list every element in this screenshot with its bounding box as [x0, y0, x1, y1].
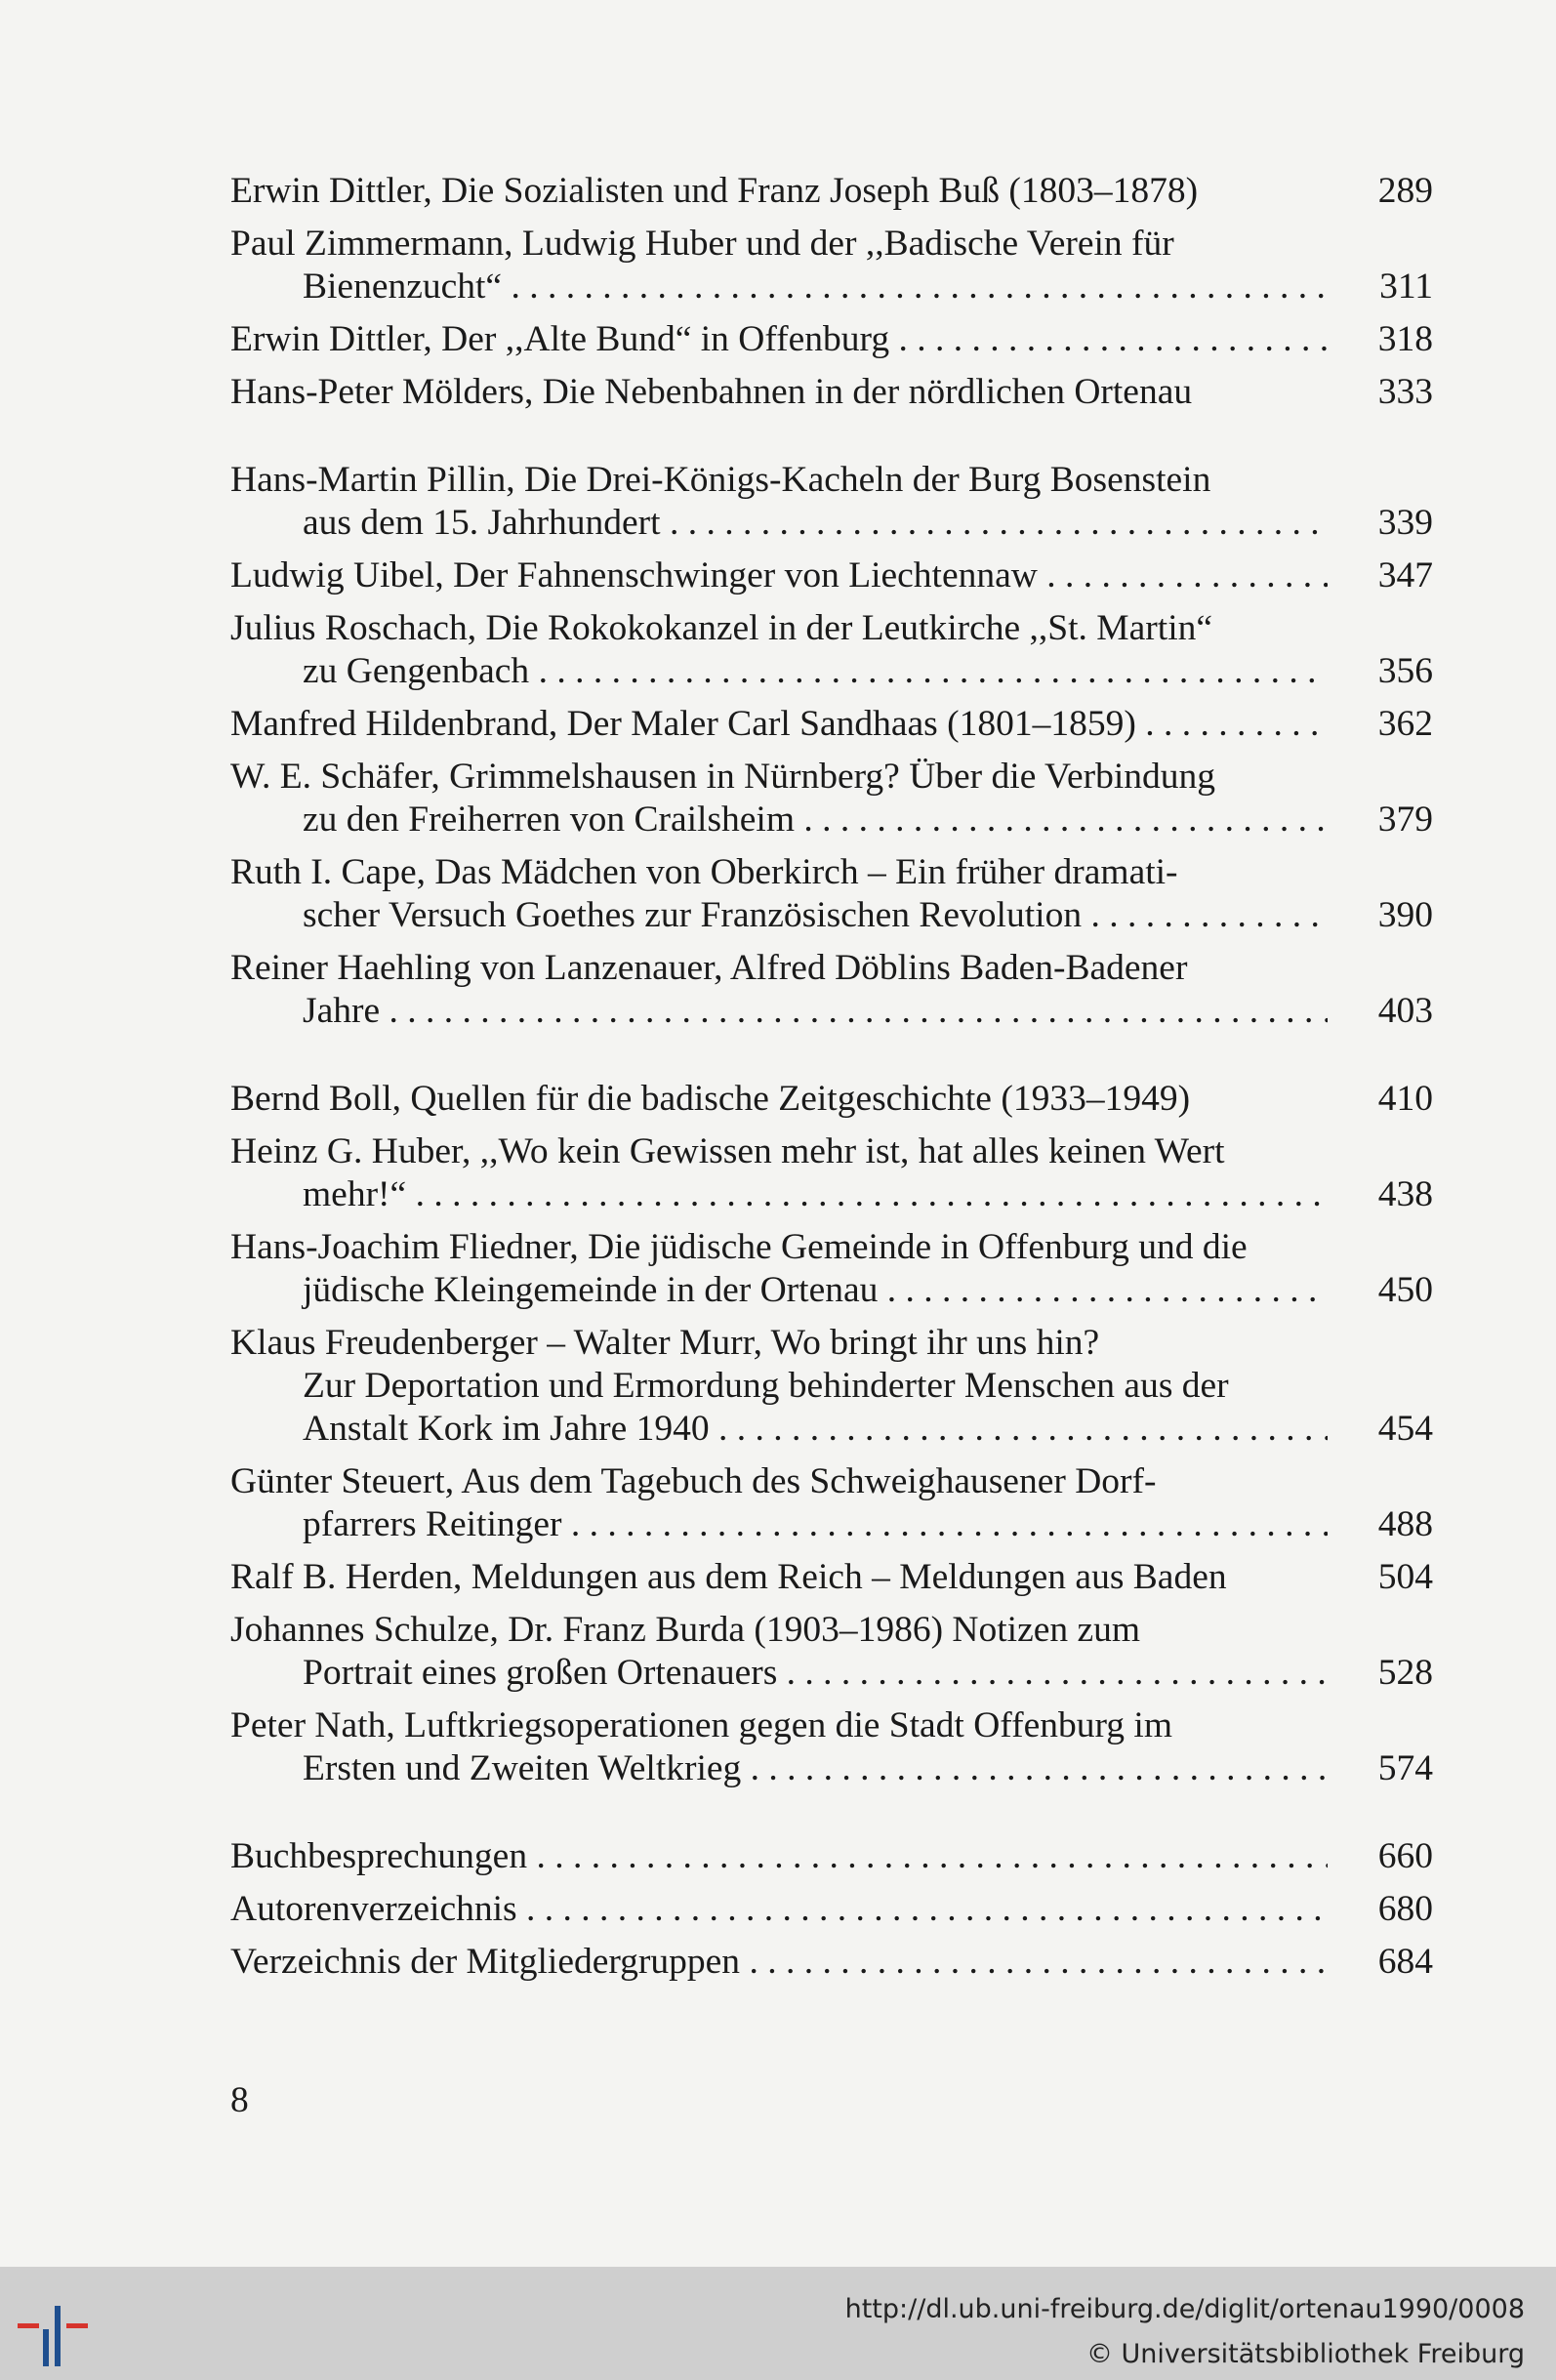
- toc-entry: [230, 607, 1433, 693]
- toc-spacer: [230, 841, 1433, 851]
- source-url[interactable]: http://dl.ub.uni-freiburg.de/diglit/ortenau1990/0008: [844, 2294, 1525, 2324]
- toc-entry: [230, 1130, 1433, 1216]
- toc-entry-title: [230, 1322, 1328, 1451]
- toc-entry-title: [230, 554, 1328, 597]
- toc-entry-page: 379: [1377, 800, 1433, 840]
- toc-entry-page: 403: [1377, 991, 1433, 1031]
- toc-entry: [230, 1078, 1433, 1121]
- toc-entry-title: [230, 1226, 1328, 1312]
- toc-entry-page: 574: [1377, 1748, 1433, 1788]
- toc-entry: [230, 554, 1433, 597]
- toc-entry: [230, 170, 1433, 213]
- toc-entry-line: mehr!“ . . .: [230, 1173, 1328, 1216]
- copyright-notice: © Universitätsbibliothek Freiburg: [1085, 2339, 1525, 2369]
- toc-entry-page: 454: [1377, 1409, 1433, 1449]
- toc-entry: [230, 703, 1433, 746]
- toc-entry-line: Ralf B. Herden, Meldungen aus dem Reich – Meldungen aus Baden: [230, 1557, 1227, 1597]
- toc-entry-line: aus dem 15. Jahrhundert . . .: [230, 502, 1328, 545]
- toc-entry-page: 504: [1377, 1557, 1433, 1597]
- toc-entry-line: Ludwig Uibel, Der Fahnenschwinger von Liechtennaw . . .: [230, 554, 1328, 597]
- toc-entry-page: 347: [1377, 555, 1433, 595]
- toc-entry-title: [230, 223, 1328, 308]
- toc-entry-page: 333: [1377, 372, 1433, 412]
- toc-entry-title: [230, 371, 1328, 414]
- toc-entry-title: [230, 756, 1328, 841]
- toc-entry: [230, 1835, 1433, 1878]
- toc-entry-title: [230, 1130, 1328, 1216]
- toc-entry-page: 318: [1377, 319, 1433, 359]
- toc-spacer: [230, 597, 1433, 607]
- toc-spacer: [230, 1451, 1433, 1460]
- toc-entry-line: Buchbesprechungen . . .: [230, 1835, 1328, 1878]
- toc-entry-page: 450: [1377, 1270, 1433, 1310]
- toc-entry-title: [230, 1609, 1328, 1695]
- toc-entry-line: scher Versuch Goethes zur Französischen Revolution . . .: [230, 894, 1328, 937]
- toc-entry-page: 528: [1377, 1653, 1433, 1693]
- toc-spacer: [230, 1546, 1433, 1556]
- toc-spacer: [230, 693, 1433, 703]
- toc-entry-page: 311: [1379, 267, 1433, 307]
- toc-entry: [230, 1322, 1433, 1451]
- toc-entry: [230, 459, 1433, 545]
- toc-entry-line: Autorenverzeichnis . . .: [230, 1888, 1328, 1931]
- toc-entry-page: 488: [1377, 1504, 1433, 1544]
- toc-entry-line: Reiner Haehling von Lanzenauer, Alfred Döblins Baden-Badener: [230, 948, 1188, 988]
- toc-spacer: [230, 1121, 1433, 1130]
- toc-spacer: [230, 414, 1433, 459]
- toc-entry: [230, 223, 1433, 308]
- toc-entry: [230, 1226, 1433, 1312]
- toc-entry-line: zu Gengenbach . . .: [230, 650, 1328, 693]
- ub-freiburg-logo-icon: [8, 2290, 96, 2368]
- toc-entry-page: 362: [1377, 704, 1433, 744]
- toc-entry-line: Erwin Dittler, Die Sozialisten und Franz Joseph Buß (1803–1878): [230, 171, 1199, 211]
- toc-entry-line: Jahre . . .: [230, 990, 1328, 1033]
- toc-entry-title: [230, 703, 1328, 746]
- toc-spacer: [230, 937, 1433, 947]
- toc-entry: [230, 371, 1433, 414]
- toc-entry: [230, 1460, 1433, 1546]
- toc-entry-line: Hans-Martin Pillin, Die Drei-Königs-Kacheln der Burg Bosenstein: [230, 460, 1211, 500]
- toc-entry-title: [230, 947, 1328, 1033]
- toc-entry-page: 684: [1377, 1942, 1433, 1982]
- toc-spacer: [230, 545, 1433, 554]
- toc-spacer: [230, 1312, 1433, 1322]
- footer-bar: [0, 2267, 1556, 2380]
- toc-entry: [230, 1556, 1433, 1599]
- page-number: 8: [230, 2080, 249, 2120]
- toc-entry-page: 438: [1377, 1174, 1433, 1214]
- toc-spacer: [230, 1033, 1433, 1078]
- toc-entry-line: Manfred Hildenbrand, Der Maler Carl Sandhaas (1801–1859) . . .: [230, 703, 1328, 746]
- toc-entry-title: [230, 607, 1328, 693]
- toc-entry-line: zu den Freiherren von Crailsheim . . .: [230, 799, 1328, 841]
- toc-entry-title: [230, 1941, 1328, 1984]
- toc-entry-line: Anstalt Kork im Jahre 1940 . . .: [230, 1408, 1328, 1451]
- toc-spacer: [230, 1695, 1433, 1704]
- toc-entry-page: 680: [1377, 1889, 1433, 1929]
- toc-entry-line: Hans-Joachim Fliedner, Die jüdische Gemeinde in Offenburg und die: [230, 1227, 1248, 1267]
- toc-entry-line: Heinz G. Huber, ,,Wo kein Gewissen mehr ist, hat alles keinen Wert: [230, 1131, 1225, 1171]
- toc-entry: [230, 756, 1433, 841]
- toc-spacer: [230, 1599, 1433, 1609]
- toc-entry-title: [230, 459, 1328, 545]
- toc-spacer: [230, 308, 1433, 318]
- toc-entry-line: Verzeichnis der Mitgliedergruppen . . .: [230, 1941, 1328, 1984]
- toc-entry-line: Paul Zimmermann, Ludwig Huber und der ,,Badische Verein für: [230, 224, 1174, 264]
- toc-spacer: [230, 746, 1433, 756]
- toc-entry-page: 356: [1377, 651, 1433, 691]
- toc-entry-page: 390: [1377, 895, 1433, 935]
- toc-entry: [230, 1888, 1433, 1931]
- toc-spacer: [230, 1790, 1433, 1835]
- toc-spacer: [230, 361, 1433, 371]
- toc-entry-line: W. E. Schäfer, Grimmelshausen in Nürnberg? Über die Verbindung: [230, 757, 1216, 797]
- toc-entry: [230, 1704, 1433, 1790]
- toc-spacer: [230, 213, 1433, 223]
- toc-entry-line: Erwin Dittler, Der ,,Alte Bund“ in Offenburg . . .: [230, 318, 1328, 361]
- toc-spacer: [230, 1878, 1433, 1888]
- toc-entry-page: 339: [1377, 503, 1433, 543]
- toc-entry-title: [230, 1888, 1328, 1931]
- toc-entry-title: [230, 1704, 1328, 1790]
- toc-entry-page: 660: [1377, 1836, 1433, 1876]
- toc-entry-line: Peter Nath, Luftkriegsoperationen gegen die Stadt Offenburg im: [230, 1705, 1173, 1745]
- toc-entry-line: Portrait eines großen Ortenauers . . .: [230, 1652, 1328, 1695]
- toc-entry-page: 289: [1377, 171, 1433, 211]
- toc-entry-page: 410: [1377, 1079, 1433, 1119]
- toc-entry: [230, 947, 1433, 1033]
- toc-entry-line: Bernd Boll, Quellen für die badische Zeitgeschichte (1933–1949): [230, 1079, 1191, 1119]
- toc-entry-title: [230, 1556, 1328, 1599]
- toc-entry: [230, 851, 1433, 937]
- toc-entry-line: Hans-Peter Mölders, Die Nebenbahnen in der nördlichen Ortenau: [230, 372, 1193, 412]
- toc-entry-title: [230, 1460, 1328, 1546]
- toc-spacer: [230, 1931, 1433, 1941]
- toc-entry-title: [230, 1835, 1328, 1878]
- toc-entry: [230, 1609, 1433, 1695]
- toc-entry-title: [230, 170, 1328, 213]
- toc-spacer: [230, 1216, 1433, 1226]
- toc-entry: [230, 1941, 1433, 1984]
- toc-entry-line: Bienenzucht“ . . .: [230, 266, 1328, 308]
- toc-entry-line: Johannes Schulze, Dr. Franz Burda (1903–1986) Notizen zum: [230, 1610, 1141, 1650]
- toc-entry-line: jüdische Kleingemeinde in der Ortenau . . .: [230, 1269, 1328, 1312]
- table-of-contents: [230, 170, 1433, 1984]
- toc-entry-line: Klaus Freudenberger – Walter Murr, Wo bringt ihr uns hin?: [230, 1323, 1100, 1363]
- toc-entry-line: Ruth I. Cape, Das Mädchen von Oberkirch – Ein früher dramati-: [230, 852, 1178, 892]
- toc-entry-title: [230, 318, 1328, 361]
- toc-entry-title: [230, 851, 1328, 937]
- toc-entry-line: Zur Deportation und Ermordung behinderter Menschen aus der: [303, 1366, 1229, 1406]
- toc-entry-line: pfarrers Reitinger . . .: [230, 1503, 1328, 1546]
- toc-entry-line: Ersten und Zweiten Weltkrieg . . .: [230, 1747, 1328, 1790]
- toc-entry: [230, 318, 1433, 361]
- toc-entry-title: [230, 1078, 1328, 1121]
- toc-entry-line: Julius Roschach, Die Rokokokanzel in der Leutkirche ,,St. Martin“: [230, 608, 1213, 648]
- toc-entry-line: Günter Steuert, Aus dem Tagebuch des Schweighausener Dorf-: [230, 1461, 1157, 1501]
